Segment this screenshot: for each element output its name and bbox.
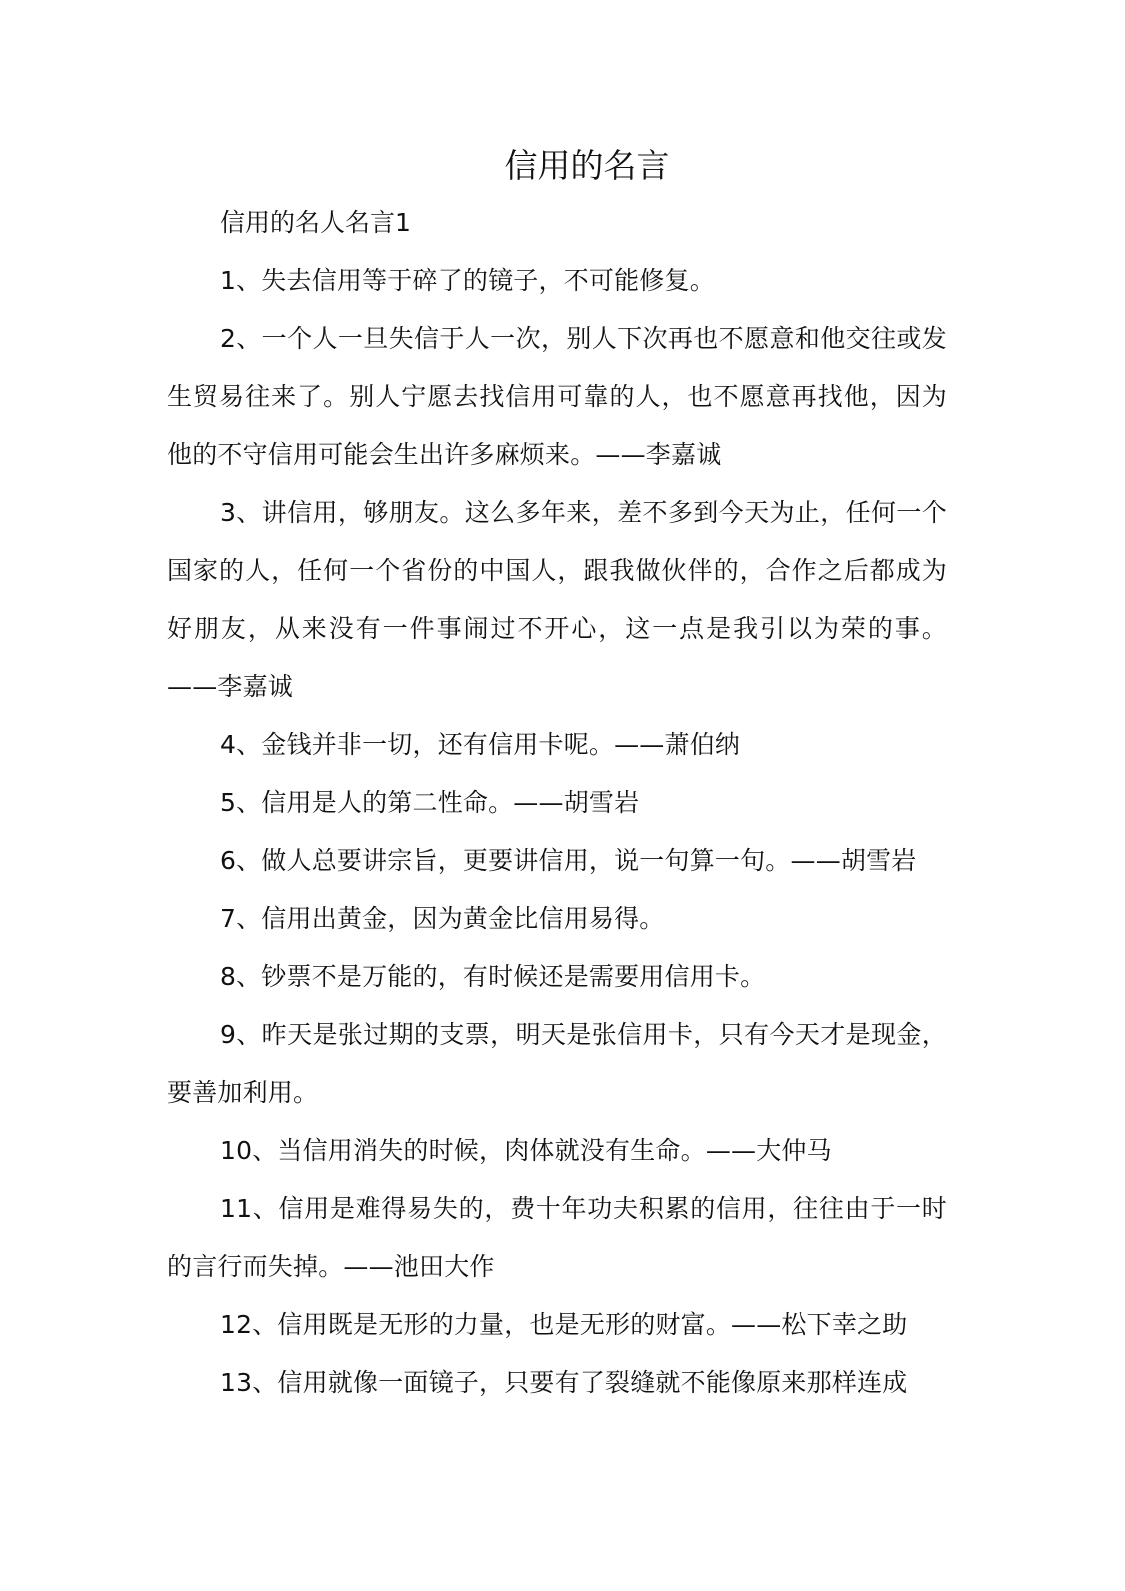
quote-item: 13、信用就像一面镜子，只要有了裂缝就不能像原来那样连成 [220, 1368, 908, 1397]
document-page [167, 138, 947, 1412]
quote-item: 5、信用是人的第二性命。——胡雪岩 [220, 788, 640, 817]
document-title: 信用的名言 [504, 146, 670, 185]
quote-item: 6、做人总要讲宗旨，更要讲信用，说一句算一句。——胡雪岩 [220, 846, 917, 875]
quote-item: 7、信用出黄金，因为黄金比信用易得。 [220, 904, 665, 933]
quote-item: 12、信用既是无形的力量，也是无形的财富。——松下幸之助 [220, 1310, 908, 1339]
quote-item: 9、昨天是张过期的支票，明天是张信用卡，只有今天才是现金，要善加利用。 [167, 1020, 947, 1107]
quote-item: 11、信用是难得易失的，费十年功夫积累的信用，往往由于一时的言行而失掉。——池田大作 [167, 1194, 947, 1281]
quote-item: 1、失去信用等于碎了的镜子，不可能修复。 [220, 266, 715, 295]
quote-item: 2、一个人一旦失信于人一次，别人下次再也不愿意和他交往或发生贸易往来了。别人宁愿去找信用可靠的人，也不愿意再找他，因为他的不守信用可能会生出许多麻烦来。——李嘉诚 [167, 324, 947, 469]
quote-item: 10、当信用消失的时候，肉体就没有生命。——大仲马 [220, 1136, 832, 1165]
quote-item: 8、钞票不是万能的，有时候还是需要用信用卡。 [220, 962, 766, 991]
section-heading: 信用的名人名言1 [220, 208, 411, 237]
quote-list [167, 252, 947, 1412]
quote-item: 4、金钱并非一切，还有信用卡呢。——萧伯纳 [220, 730, 741, 759]
quote-item: 3、讲信用，够朋友。这么多年来，差不多到今天为止，任何一个国家的人，任何一个省份的中国人，跟我做伙伴的，合作之后都成为好朋友，从来没有一件事闹过不开心，这一点是我引以为荣的事。——李嘉诚 [167, 498, 947, 701]
